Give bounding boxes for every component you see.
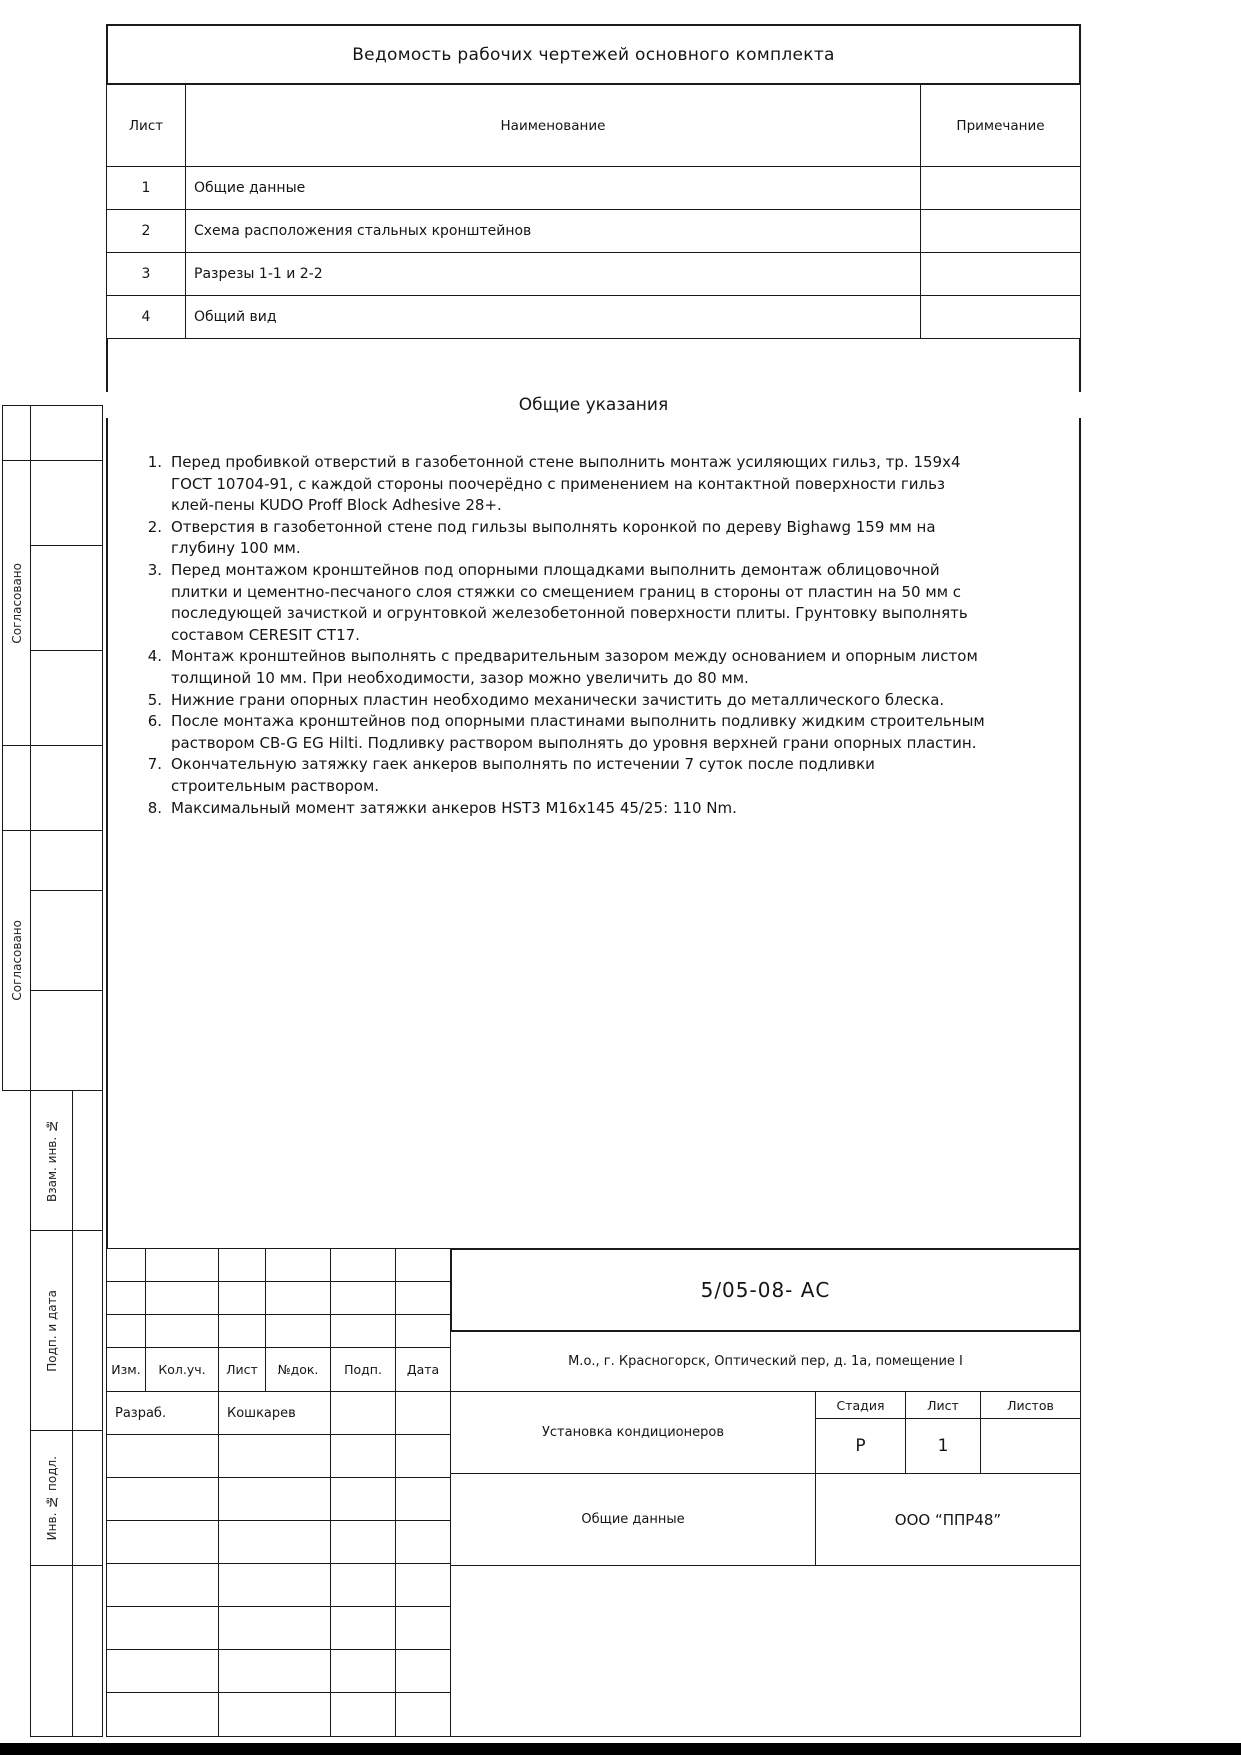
revision-header-koluch: Кол.уч. [145, 1347, 219, 1392]
revision-cell-empty [106, 1314, 146, 1348]
signer-cell-empty [395, 1649, 451, 1693]
stamp-cell-empty [30, 460, 103, 546]
stamp-podp-data [30, 1230, 73, 1431]
signer-cell-empty [218, 1434, 331, 1478]
company-name: ООО “ППР48” [815, 1473, 1081, 1566]
note-item [138, 690, 988, 712]
signer-cell-empty [330, 1477, 396, 1521]
sheet-title: Общие данные [450, 1473, 816, 1566]
general-notes-title: Общие указания [106, 392, 1081, 418]
stamp-cell-empty [2, 405, 31, 461]
note-text: Монтаж кронштейнов выполнять с предварительным зазором между основанием и опорным листом толщиной 10 мм. При необходимости, зазор можно увеличить до 80 мм. [171, 647, 978, 687]
signer-cell-empty [106, 1434, 219, 1478]
revision-cell-empty [265, 1314, 331, 1348]
revision-header-dok: №док. [265, 1347, 331, 1392]
table-row-sheet: 1 [106, 166, 186, 210]
signer-cell-empty [106, 1649, 219, 1693]
sheet-bottom-edge [0, 1743, 1241, 1755]
title-block-empty-cell [450, 1565, 1081, 1737]
signer-cell-empty [218, 1649, 331, 1693]
revision-cell-empty [330, 1314, 396, 1348]
note-text: Отверстия в газобетонной стене под гильзы выполнять коронкой по дереву Bighawg 159 мм на глубину 100 мм. [171, 517, 936, 558]
signer-cell-empty [395, 1434, 451, 1478]
stamp-cell-empty [30, 405, 103, 461]
note-number: 1. [147, 453, 162, 471]
note-item [138, 560, 988, 646]
table-row-note [920, 295, 1081, 339]
signer-cell-empty [395, 1563, 451, 1607]
signer-cell-empty [106, 1563, 219, 1607]
sheets-total-value [980, 1418, 1081, 1474]
signer-cell-empty [218, 1477, 331, 1521]
note-text: После монтажа кронштейнов под опорными пластинами выполнить подливку жидким строительным раствором CB-G EG Hilti. Подливку раствором выполнять до уровня верхней грани опорных пластин. [171, 712, 985, 752]
revision-cell-empty [265, 1248, 331, 1282]
stage-value: Р [815, 1418, 906, 1474]
stamp-cell-empty [30, 650, 103, 746]
revision-cell-empty [395, 1314, 451, 1348]
stamp-cell-empty [72, 1230, 103, 1431]
revision-header-izm: Изм. [106, 1347, 146, 1392]
revision-cell-empty [106, 1281, 146, 1315]
revision-cell-empty [265, 1281, 331, 1315]
note-item [138, 452, 988, 517]
note-text: Максимальный момент затяжки анкеров HST3 M16x145 45/25: 110 Nm. [171, 798, 737, 817]
note-text: Нижние грани опорных пластин необходимо механически зачистить до металлического блеска. [171, 690, 945, 709]
general-notes-list [138, 452, 988, 819]
col-header-sheet: Лист [106, 84, 186, 167]
stamp-cell-empty [2, 745, 31, 831]
stamp-cell-empty [72, 1430, 103, 1566]
signer-cell-empty [330, 1606, 396, 1650]
signer-cell-empty [395, 1477, 451, 1521]
note-number: 7. [147, 755, 162, 774]
signer-signature-cell [330, 1391, 396, 1435]
stamp-label: Взам. инв. № [44, 1119, 59, 1202]
stamp-cell-empty [30, 830, 103, 891]
signer-cell-empty [218, 1563, 331, 1607]
sheet-header: Лист [905, 1391, 981, 1419]
signer-cell-empty [218, 1692, 331, 1737]
revision-cell-empty [395, 1248, 451, 1282]
table-row-sheet: 4 [106, 295, 186, 339]
stamp-inv-podl [30, 1430, 73, 1566]
table-row-name: Разрезы 1-1 и 2-2 [185, 252, 921, 296]
note-item [138, 798, 988, 820]
sheet-value: 1 [905, 1418, 981, 1474]
signer-cell-empty [218, 1520, 331, 1564]
col-header-note: Примечание [920, 84, 1081, 167]
sheets-total-header: Листов [980, 1391, 1081, 1419]
signer-cell-empty [218, 1606, 331, 1650]
stamp-cell-empty [72, 1090, 103, 1231]
stage-header: Стадия [815, 1391, 906, 1419]
revision-cell-empty [145, 1314, 219, 1348]
table-row-note [920, 166, 1081, 210]
note-item [138, 646, 988, 689]
stamp-cell-empty [30, 745, 103, 831]
stamp-soglasovano-1 [2, 460, 31, 746]
revision-header-podp: Подп. [330, 1347, 396, 1392]
table-row-name: Общие данные [185, 166, 921, 210]
col-header-name: Наименование [185, 84, 921, 167]
stamp-cell-empty [30, 545, 103, 651]
drawing-list-title: Ведомость рабочих чертежей основного комплекта [106, 24, 1081, 85]
signer-date-cell [395, 1391, 451, 1435]
note-number: 2. [147, 517, 162, 536]
revision-cell-empty [106, 1248, 146, 1282]
note-number: 3. [147, 560, 162, 579]
stamp-cell-empty [30, 1565, 73, 1737]
revision-cell-empty [330, 1248, 396, 1282]
stamp-soglasovano-2 [2, 830, 31, 1091]
note-text: Окончательную затяжку гаек анкеров выполнять по истечении 7 суток после подливки строительным раствором. [171, 755, 875, 795]
revision-cell-empty [145, 1281, 219, 1315]
note-number: 5. [147, 690, 162, 709]
table-row-note [920, 252, 1081, 296]
stamp-label: Подп. и дата [44, 1289, 59, 1372]
revision-cell-empty [395, 1281, 451, 1315]
table-row-name: Схема расположения стальных кронштейнов [185, 209, 921, 253]
signer-cell-empty [330, 1434, 396, 1478]
revision-header-list: Лист [218, 1347, 266, 1392]
signer-cell-empty [395, 1520, 451, 1564]
note-item [138, 517, 988, 560]
stamp-cell-empty [30, 990, 103, 1091]
table-row-note [920, 209, 1081, 253]
project-name: Установка кондиционеров [450, 1391, 816, 1474]
signer-name: Кошкарев [218, 1391, 331, 1435]
signer-cell-empty [330, 1520, 396, 1564]
note-number: 8. [147, 798, 162, 817]
revision-cell-empty [218, 1248, 266, 1282]
stamp-label: Инв. № подл. [44, 1455, 59, 1541]
stamp-cell-empty [30, 890, 103, 991]
note-number: 6. [147, 712, 162, 731]
signer-cell-empty [330, 1649, 396, 1693]
revision-cell-empty [330, 1281, 396, 1315]
revision-cell-empty [145, 1248, 219, 1282]
signer-cell-empty [106, 1692, 219, 1737]
table-row-sheet: 2 [106, 209, 186, 253]
object-address: М.о., г. Красногорск, Оптический пер, д. 1а, помещение I [450, 1331, 1081, 1392]
signer-cell-empty [330, 1563, 396, 1607]
stamp-vzam-inv [30, 1090, 73, 1231]
note-text: Перед пробивкой отверстий в газобетонной стене выполнить монтаж усиляющих гильз, тр. 159х4 ГОСТ 10704-91, с каждой стороны поочерёдно с применением на контактной поверхности гильз клей-пены KUDO Proff Block Adhesive 28+. [171, 453, 961, 515]
revision-header-data: Дата [395, 1347, 451, 1392]
table-row-sheet: 3 [106, 252, 186, 296]
stamp-label: Согласовано [9, 920, 24, 1001]
signer-cell-empty [395, 1692, 451, 1737]
signer-cell-empty [395, 1606, 451, 1650]
note-text: Перед монтажом кронштейнов под опорными площадками выполнить демонтаж облицовочной плитки и цементно-песчаного слоя стяжки со смещением границ в стороны от пластин на 50 мм с последующей зачисткой и огрунтовкой железобетонной поверхности плиты. Грунтовку выполнять составом CERESIT СТ17. [171, 560, 968, 644]
signer-cell-empty [106, 1606, 219, 1650]
note-item [138, 754, 988, 797]
stamp-cell-empty [72, 1565, 103, 1737]
signer-cell-empty [330, 1692, 396, 1737]
note-item [138, 711, 988, 754]
stamp-label: Согласовано [9, 562, 24, 644]
signer-role: Разраб. [106, 1391, 219, 1435]
signer-cell-empty [106, 1520, 219, 1564]
revision-cell-empty [218, 1281, 266, 1315]
table-row-name: Общий вид [185, 295, 921, 339]
note-number: 4. [147, 647, 162, 666]
document-code: 5/05-08- АС [450, 1248, 1081, 1332]
signer-cell-empty [106, 1477, 219, 1521]
revision-cell-empty [218, 1314, 266, 1348]
